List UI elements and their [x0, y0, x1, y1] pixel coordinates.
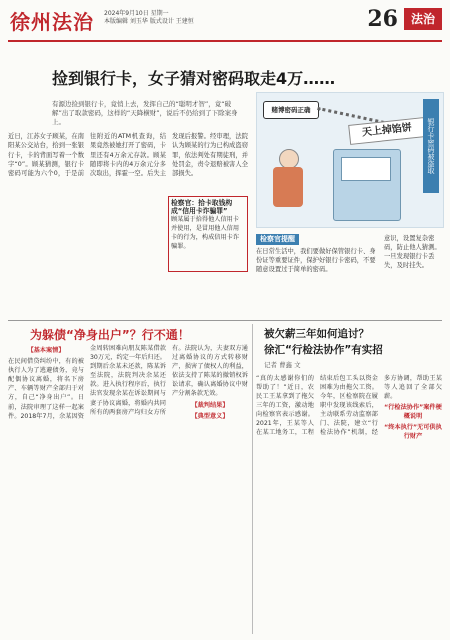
editor-credit: 本版编辑 刘玉华 版式设计 王建恒	[104, 18, 194, 25]
article2-text: 在民间借贷纠纷中，有的被执行人为了逃避债务，竟与配偶协议离婚，将名下房产、车辆等财产全部归于对方，自己“净身出户”。日前，法院审理了这样一起案件。2018年7月，余某因资金周转困难向朋友陈某借款30万元，约定一年后归还。到期后余某未还款，陈某诉至法院，法院判决余某还款。进入执行程序后，执行法官发现余某在诉讼期间与妻子协议离婚，将婚内共同所有的两套房产均归女方所有。法院认为，夫妻双方通过离婚协议的方式转移财产，损害了债权人的利益，依法支持了陈某的撤销权诉讼请求，确认离婚协议中财产分割条款无效。	[8, 345, 248, 420]
article3-subhead-cooperation: “行检法协作”案件梗概说明	[384, 404, 442, 420]
article1-deck: 有源边捡到银行卡，竟悄上去，发挥自己的“聪明才智”，竟“破解”出了取款密码，这样的“天降横财”，说后不仍给到了下除案身上。	[52, 100, 238, 126]
article2-subhead-ruling: 【裁判结果】	[191, 401, 229, 409]
issue-date: 2024年9月10日 星期一	[104, 10, 169, 17]
page-number: 26	[367, 6, 398, 32]
article1-sidebox	[168, 196, 248, 272]
atm-screen	[341, 157, 391, 181]
article2-subhead-significance: 【典型意义】	[191, 412, 229, 420]
sidebox-title: 检察官：拾卡取钱构成“信用卡诈骗罪”	[171, 199, 233, 215]
article3-headline-line2: 徐汇“行检法协作”有实招	[264, 344, 383, 356]
section-tag: 法治	[404, 8, 442, 30]
article3-body	[256, 374, 442, 634]
article3-headline-line1: 被欠薪三年如何追讨？	[264, 328, 369, 340]
article2-subhead-case: 【基本案情】	[27, 347, 65, 354]
article1-body: 近日，江苏女子顾某，在南阳某公交站台，拾到一张银行卡，卡的背面写着一个数字“0”。顾某猜测，银行卡密码可能为六个0，于是前往附近的ATM机查询，结果竟然被她打开了密码，卡里还有4万余元存款。顾某随即将卡内的4万余元分多次取出，挥霍一空。后失主发现后报警。经审理，法院认为顾某的行为已构成盗窃罪，依法判处有期徒刑，并处罚金，责令退赔被害人全部损失。	[8, 133, 248, 178]
illustration-vertical-caption: 银行卡密码被盗取	[423, 99, 439, 193]
article1-headline: 捡到银行卡，女子猜对密码取走4万……	[52, 69, 336, 88]
sidebox-body: 顾某属于拾得他人信用卡并使用，是冒用他人信用卡的行为，构成信用卡诈骗罪。	[171, 216, 240, 250]
article3-text: “真的太感谢你们的帮助了！”近日，农民工王某拿到了拖欠三年的工资，激动地向检察官表示感谢。2021年，王某等人在某工地务工，工程结束后包工头以资金困难为由拖欠工资。今年，区检察院在履职中发现该线索后，主动联系劳动监察部门、法院，建立“行检法协作”机制，经多方协调，帮助王某等人追回了全部欠薪。	[256, 375, 442, 436]
illustration-bubble: 赌博密码正确	[263, 101, 319, 119]
brand-logo: 徐州法治	[10, 10, 94, 34]
prosecutor-tips	[256, 234, 380, 318]
illustration-banner: 天上掉馅饼	[348, 117, 426, 145]
article2-headline: 为躲债“净身出户”？行不通！	[30, 328, 190, 342]
section-divider	[8, 320, 442, 321]
article3-byline: 记者 曹鑫 文	[264, 361, 301, 369]
tips-body: 在日常生活中，我们要做好保管银行卡、身份证等重要证件，保护好银行卡密码，不要随意设置过于简单的密码。	[256, 248, 376, 273]
date-line	[104, 10, 194, 26]
tips-title: 检察官提醒	[256, 234, 299, 245]
article1-illustration	[256, 92, 444, 228]
person-head	[279, 149, 299, 169]
tips-side-column: 意识，设置复杂密码，防止他人猜测。一旦发现银行卡丢失，及时挂失。	[384, 235, 441, 269]
person-torso	[273, 167, 303, 207]
column-separator	[252, 324, 253, 634]
article3-subhead-execution: “终本执行”无可供执行财产	[384, 424, 442, 440]
article2-body	[8, 344, 248, 634]
masthead	[8, 4, 442, 44]
masthead-rule	[8, 40, 442, 42]
